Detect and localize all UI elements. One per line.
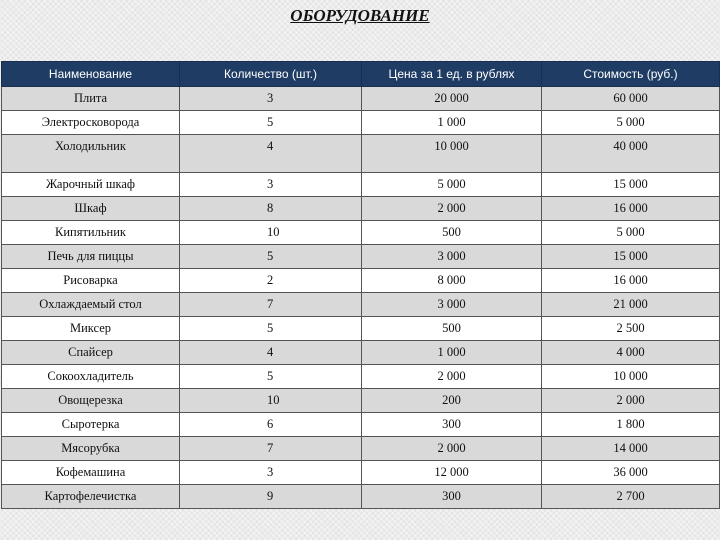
table-row [2,341,720,365]
cell-quantity: 8 [180,197,362,221]
cell-name: Кипятильник [2,221,180,245]
cell-total-cost: 40 000 [542,135,720,173]
cell-unit-price: 200 [362,389,542,413]
cell-name: Жарочный шкаф [2,173,180,197]
cell-quantity: 9 [180,485,362,509]
cell-quantity: 2 [180,269,362,293]
cell-quantity: 6 [180,413,362,437]
table-row [2,413,720,437]
cell-quantity: 5 [180,365,362,389]
cell-unit-price: 12 000 [362,461,542,485]
cell-name: Овощерезка [2,389,180,413]
cell-unit-price: 2 000 [362,197,542,221]
table-body [2,87,720,509]
page-title: ОБОРУДОВАНИЕ [290,6,430,25]
cell-name: Шкаф [2,197,180,221]
cell-name: Спайсер [2,341,180,365]
table-row [2,293,720,317]
cell-unit-price: 20 000 [362,87,542,111]
cell-quantity: 3 [180,87,362,111]
table-row [2,485,720,509]
cell-quantity: 4 [180,341,362,365]
cell-quantity: 4 [180,135,362,173]
table-row [2,111,720,135]
cell-unit-price: 8 000 [362,269,542,293]
cell-name: Электросковорода [2,111,180,135]
cell-quantity: 10 [180,389,362,413]
cell-name: Холодильник [2,135,180,173]
cell-total-cost: 60 000 [542,87,720,111]
cell-name: Миксер [2,317,180,341]
cell-total-cost: 2 500 [542,317,720,341]
column-header-name: Наименование [2,62,180,87]
column-header-total-cost: Стоимость (руб.) [542,62,720,87]
equipment-table [1,61,720,509]
cell-total-cost: 16 000 [542,269,720,293]
cell-unit-price: 1 000 [362,341,542,365]
cell-unit-price: 10 000 [362,135,542,173]
cell-name: Рисоварка [2,269,180,293]
cell-total-cost: 1 800 [542,413,720,437]
cell-name: Сокоохладитель [2,365,180,389]
table-row [2,245,720,269]
table-row [2,317,720,341]
cell-total-cost: 15 000 [542,173,720,197]
cell-total-cost: 10 000 [542,365,720,389]
cell-name: Мясорубка [2,437,180,461]
table-row [2,173,720,197]
cell-unit-price: 2 000 [362,365,542,389]
cell-quantity: 3 [180,461,362,485]
column-header-quantity: Количество (шт.) [180,62,362,87]
cell-total-cost: 21 000 [542,293,720,317]
cell-total-cost: 15 000 [542,245,720,269]
table-row [2,135,720,173]
cell-name: Кофемашина [2,461,180,485]
table-row [2,389,720,413]
cell-total-cost: 2 000 [542,389,720,413]
cell-unit-price: 3 000 [362,245,542,269]
cell-quantity: 5 [180,111,362,135]
cell-quantity: 3 [180,173,362,197]
table-row [2,197,720,221]
cell-total-cost: 5 000 [542,111,720,135]
cell-unit-price: 300 [362,413,542,437]
cell-quantity: 5 [180,245,362,269]
cell-total-cost: 4 000 [542,341,720,365]
cell-unit-price: 2 000 [362,437,542,461]
cell-quantity: 5 [180,317,362,341]
cell-total-cost: 14 000 [542,437,720,461]
cell-name: Картофелечистка [2,485,180,509]
cell-total-cost: 36 000 [542,461,720,485]
cell-unit-price: 3 000 [362,293,542,317]
cell-quantity: 10 [180,221,362,245]
table-row [2,221,720,245]
table-row [2,461,720,485]
table-row [2,437,720,461]
table-row [2,269,720,293]
cell-unit-price: 300 [362,485,542,509]
cell-unit-price: 500 [362,221,542,245]
table-header-row [2,62,720,87]
cell-unit-price: 5 000 [362,173,542,197]
cell-name: Охлаждаемый стол [2,293,180,317]
cell-name: Плита [2,87,180,111]
cell-name: Печь для пиццы [2,245,180,269]
cell-quantity: 7 [180,437,362,461]
column-header-unit-price: Цена за 1 ед. в рублях [362,62,542,87]
cell-unit-price: 1 000 [362,111,542,135]
cell-total-cost: 5 000 [542,221,720,245]
cell-unit-price: 500 [362,317,542,341]
table-row [2,365,720,389]
cell-total-cost: 2 700 [542,485,720,509]
cell-quantity: 7 [180,293,362,317]
table-row [2,87,720,111]
cell-total-cost: 16 000 [542,197,720,221]
cell-name: Сыротерка [2,413,180,437]
